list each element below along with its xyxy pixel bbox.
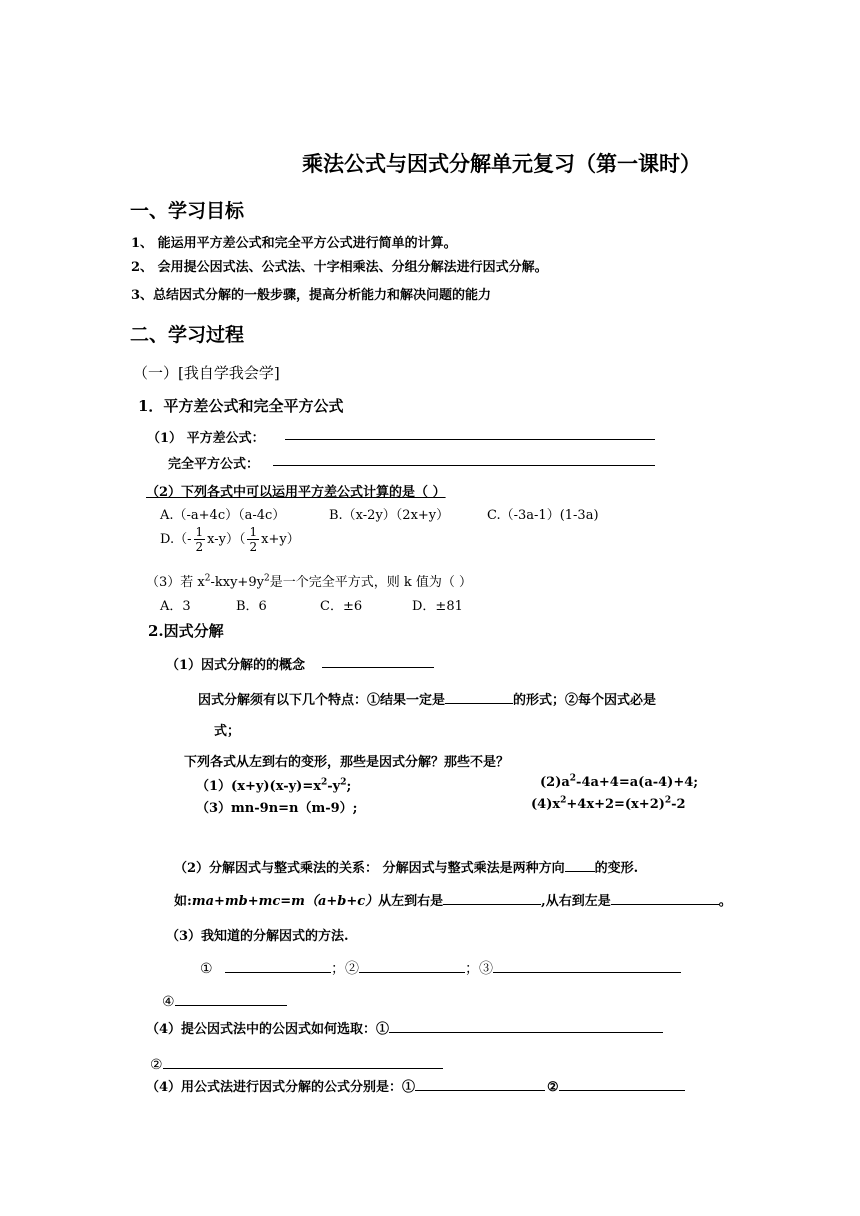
expr-4-b: +4x+2=(x+2) — [566, 797, 665, 812]
part2-heading: 2.因式分解 — [148, 622, 224, 640]
relation-text — [174, 857, 638, 876]
method-answer-line-3[interactable] — [493, 958, 681, 973]
relation-text-b: 的变形. — [594, 861, 639, 876]
features-answer-line[interactable] — [445, 689, 513, 704]
method-marker-3: ；③ — [465, 961, 494, 977]
example-text-d: 。 — [718, 894, 732, 909]
q3-option-b: B．6 — [236, 599, 267, 614]
expr-4-sup-1: 2 — [560, 795, 567, 806]
example-answer-line-1[interactable] — [443, 890, 541, 905]
goal-item-1: 1、 能运用平方差公式和完全平方公式进行简单的计算。 — [131, 236, 457, 251]
fraction-denominator-2: 2 — [249, 540, 258, 554]
common-factor-marker-2: ② — [150, 1057, 163, 1073]
section-heading-process: 二、学习过程 — [130, 324, 245, 346]
expr-1-b: -y — [327, 779, 341, 794]
example-text-b: 从左到右是 — [378, 894, 444, 909]
q2-option-d-mid: x-y）（ — [207, 532, 246, 547]
q3-sup-2: 2 — [263, 573, 270, 584]
q3-sup-1: 2 — [204, 573, 211, 584]
q3-option-a: A．3 — [160, 599, 191, 614]
q3-option-d: D．±81 — [412, 599, 463, 614]
common-factor-second — [150, 1054, 443, 1073]
formula-method-text: （4）用公式法进行因式分解的公式分别是：① — [146, 1080, 416, 1095]
concept-answer-line[interactable] — [322, 653, 434, 668]
q2-option-c: C.（-3a-1）(1-3a) — [487, 508, 599, 523]
goal-item-3: 3、总结因式分解的一般步骤，提高分析能力和解决问题的能力 — [131, 288, 492, 303]
fraction-half-2 — [247, 525, 259, 554]
q3-stem-c: 是一个完全平方式，则 k 值为（ ） — [269, 575, 472, 590]
method-answer-line-1[interactable] — [225, 958, 331, 973]
goal-item-2: 2、 会用提公因式法、公式法、十字相乘法、分组分解法进行因式分解。 — [131, 260, 548, 275]
expr-1 — [196, 775, 351, 794]
q1-label-2: 完全平方公式： — [168, 457, 260, 472]
q1-answer-line-2[interactable] — [273, 451, 655, 466]
methods-blanks — [200, 958, 681, 978]
formula-answer-line-1[interactable] — [415, 1076, 545, 1091]
example-answer-line-2[interactable] — [611, 890, 719, 905]
q3-option-c: C．±6 — [320, 599, 363, 614]
part1-heading: 1．平方差公式和完全平方公式 — [138, 397, 344, 415]
method-marker-4: ④ — [162, 994, 175, 1010]
fraction-numerator-2: 1 — [249, 525, 258, 539]
expr-3: （3）mn-9n=n（m-9）; — [196, 801, 358, 816]
features-text-b: 的形式；②每个因式必是 — [513, 693, 657, 708]
q2-option-a: A.（-a+4c）（a-4c） — [160, 508, 286, 523]
subsection-self-study: （一）[我自学我会学] — [133, 364, 280, 382]
example-text-c: ,从右到左是 — [541, 894, 611, 909]
method-answer-line-4[interactable] — [175, 991, 287, 1006]
expr-4-sup-2: 2 — [664, 795, 672, 806]
q1-label: （1） 平方差公式： — [147, 431, 265, 446]
common-factor-text: （4）提公因式法中的公因式如何选取：① — [146, 1022, 390, 1037]
method-answer-line-2[interactable] — [359, 958, 465, 973]
formula-marker-2: ② — [547, 1080, 559, 1095]
expr-4 — [531, 797, 686, 812]
q1-answer-line[interactable] — [285, 425, 655, 440]
relation-answer-line[interactable] — [565, 857, 595, 872]
expr-1-sup-1: 2 — [320, 777, 328, 788]
fraction-denominator: 2 — [195, 540, 204, 554]
features-text — [198, 689, 656, 708]
fraction-half — [194, 525, 206, 554]
q3-stem — [146, 571, 472, 590]
features-text-a: 因式分解须有以下几个特点：①结果一定是 — [198, 693, 446, 708]
expr-1-c: ; — [346, 779, 352, 794]
expr-2-sup: 2 — [569, 773, 577, 784]
common-factor-answer-line-1[interactable] — [389, 1018, 663, 1033]
features-text-end: 式； — [214, 724, 241, 739]
q3-stem-a: （3）若 x — [146, 575, 205, 590]
q2-option-d — [160, 525, 300, 554]
example-text — [174, 890, 732, 909]
fraction-numerator: 1 — [195, 525, 204, 539]
expr-4-a: (4)x — [531, 797, 561, 812]
expr-1-a: （1）(x+y)(x-y)=x — [196, 779, 321, 794]
methods-blank-4 — [162, 991, 287, 1010]
q2-option-b: B.（x-2y）（2x+y） — [329, 508, 450, 523]
q3-stem-b: -kxy+9y — [210, 575, 264, 590]
judge-prompt: 下列各式从左到右的变形，那些是因式分解？那些不是？ — [184, 755, 510, 770]
q2-stem: （2）下列各式中可以运用平方差公式计算的是（ ） — [146, 485, 446, 500]
relation-text-a: （2）分解因式与整式乘法的关系： 分解因式与整式乘法是两种方向 — [174, 861, 565, 876]
page-title: 乘法公式与因式分解单元复习（第一课时） — [302, 151, 701, 176]
q2-option-d-prefix: D.（- — [160, 532, 192, 547]
common-factor-answer-line-2[interactable] — [163, 1054, 443, 1069]
method-marker-1: ① — [200, 961, 213, 977]
example-prefix: 如: — [174, 894, 192, 909]
formula-answer-line-2[interactable] — [559, 1076, 685, 1091]
section-heading-goals: 一、学习目标 — [130, 200, 245, 222]
q2-option-d-end: x+y） — [261, 532, 300, 547]
method-marker-2: ；② — [331, 961, 360, 977]
concept-label: （1）因式分解的的概念 — [166, 658, 306, 673]
formula-method-prompt — [146, 1076, 685, 1095]
example-formula: ma+mb+mc=m（a+b+c） — [191, 894, 379, 909]
expr-2-a: (2)a — [540, 775, 570, 790]
expr-4-c: -2 — [671, 797, 686, 812]
expr-2 — [540, 775, 698, 790]
methods-label: （3）我知道的分解因式的方法. — [166, 929, 349, 944]
expr-2-b: -4a+4=a(a-4)+4; — [576, 775, 699, 790]
expr-1-sup-2: 2 — [340, 777, 347, 788]
common-factor-prompt — [146, 1018, 663, 1037]
